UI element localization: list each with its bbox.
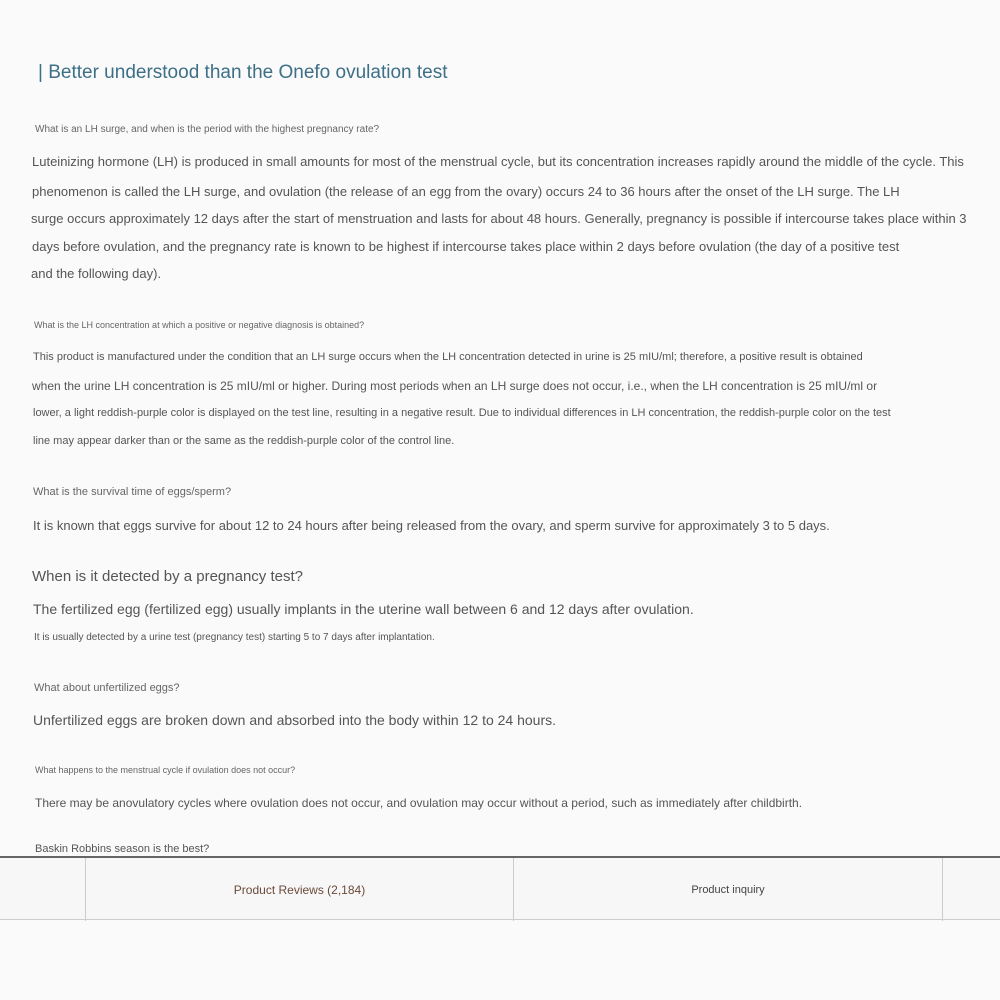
faq-question-pregnancy-test: When is it detected by a pregnancy test?	[32, 568, 303, 585]
faq-question-menstrual-cycle: What happens to the menstrual cycle if ovulation does not occur?	[35, 765, 296, 775]
faq-question-lh-surge: What is an LH surge, and when is the period with the highest pregnancy rate?	[35, 124, 380, 135]
faq-question-lh-concentration: What is the LH concentration at which a positive or negative diagnosis is obtained?	[34, 320, 365, 330]
faq-answer-line: line may appear darker than or the same as the reddish-purple color of the control line.	[33, 435, 455, 447]
faq-question-survival-time: What is the survival time of eggs/sperm?	[33, 486, 232, 498]
faq-answer-line: It is usually detected by a urine test (pregnancy test) starting 5 to 7 days after implantation.	[34, 632, 435, 643]
tab-product-reviews[interactable]: Product Reviews (2,184)	[85, 858, 513, 921]
faq-question-baskin-robbins: Baskin Robbins season is the best?	[35, 843, 210, 855]
faq-answer-line: This product is manufactured under the condition that an LH surge occurs when the LH concentration detected in urine is 25 mIU/ml; therefore, a positive result is obtained	[33, 351, 863, 363]
faq-answer-line: days before ovulation, and the pregnancy rate is known to be highest if intercourse takes place within 2 days before ovulation (the day of a positive test	[32, 239, 900, 254]
faq-answer-line: Luteinizing hormone (LH) is produced in small amounts for most of the menstrual cycle, but its concentration increases rapidly around the middle of the cycle. This	[32, 154, 964, 169]
tab-product-inquiry[interactable]: Product inquiry	[513, 858, 942, 921]
faq-answer-line: surge occurs approximately 12 days after the start of menstruation and lasts for about 48 hours. Generally, pregnancy is possible if intercourse takes place within 3	[31, 211, 967, 226]
faq-question-unfertilized-eggs: What about unfertilized eggs?	[34, 682, 180, 694]
faq-answer-line: and the following day).	[31, 266, 162, 281]
faq-answer-line: There may be anovulatory cycles where ovulation does not occur, and ovulation may occur without a period, such as immediately after childbirth.	[35, 796, 803, 810]
section-title: | Better understood than the Onefo ovulation test	[38, 62, 448, 83]
faq-answer-line: when the urine LH concentration is 25 mIU/ml or higher. During most periods when an LH surge does not occur, i.e., when the LH concentration is 25 mIU/ml or	[32, 379, 878, 393]
tab-overflow[interactable]	[942, 858, 1000, 921]
faq-answer-line: Unfertilized eggs are broken down and absorbed into the body within 12 to 24 hours.	[33, 712, 557, 728]
faq-answer-line: phenomenon is called the LH surge, and ovulation (the release of an egg from the ovary) occurs 24 to 36 hours after the onset of the LH surge. The LH	[32, 184, 900, 199]
faq-answer-line: lower, a light reddish-purple color is displayed on the test line, resulting in a negative result. Due to individual differences in LH concentration, the reddish-purple color on the test	[33, 407, 891, 419]
faq-answer-line: The fertilized egg (fertilized egg) usually implants in the uterine wall between 6 and 12 days after ovulation.	[33, 601, 694, 617]
faq-answer-line: It is known that eggs survive for about 12 to 24 hours after being released from the ovary, and sperm survive for approximately 3 to 5 days.	[33, 518, 830, 533]
product-tab-bar	[0, 856, 1000, 920]
